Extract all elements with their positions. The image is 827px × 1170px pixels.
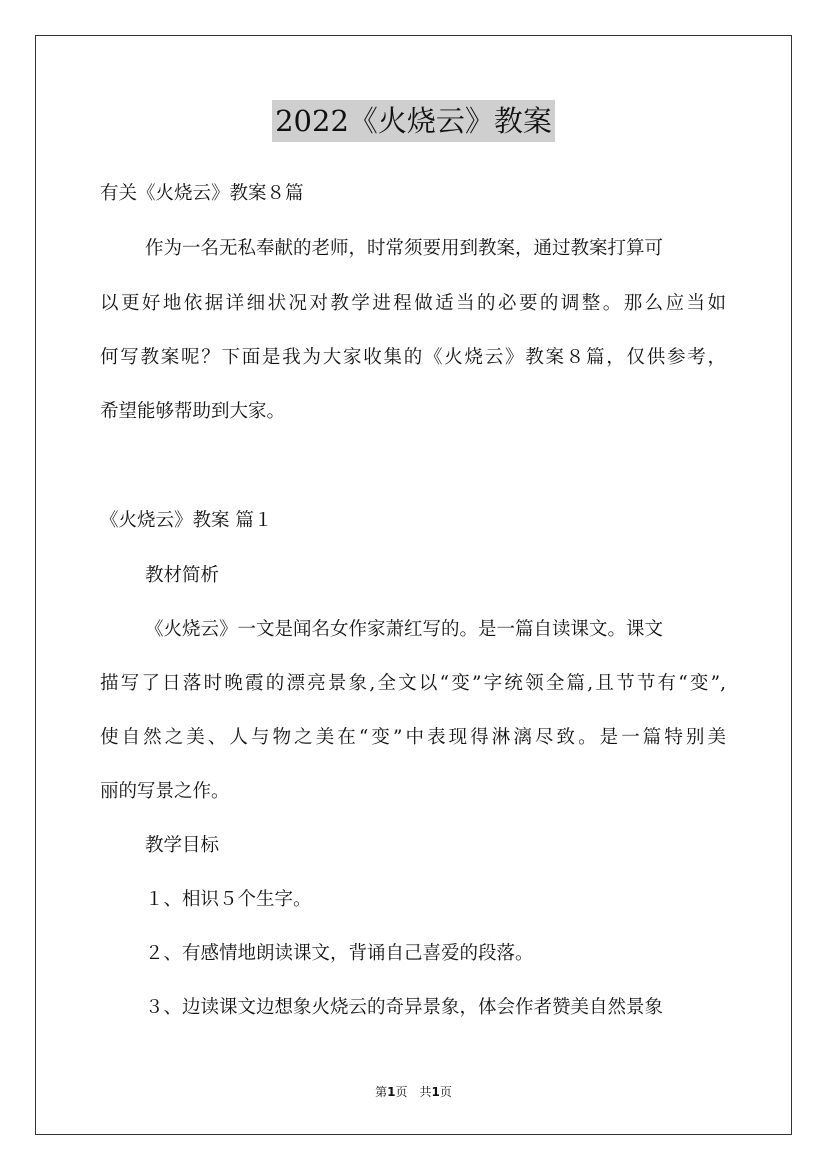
document-subtitle: 有关《火烧云》教案８篇 <box>100 183 304 204</box>
goal-item-1: １、相识５个生字。 <box>145 889 312 910</box>
analysis-line-1: 《火烧云》一文是闻名女作家萧红写的。是一篇自读课文。课文 <box>145 619 664 640</box>
section-heading: 《火烧云》教案 篇１ <box>100 510 273 531</box>
title-container <box>0 100 827 142</box>
goal-item-2: ２、有感情地朗读课文，背诵自己喜爱的段落。 <box>145 943 534 964</box>
analysis-line-4: 丽的写景之作。 <box>100 781 230 802</box>
intro-line-2: 以更好地依据详细状况对教学进程做适当的必要的调整。那么应当如 <box>100 293 726 314</box>
analysis-heading: 教材简析 <box>145 565 220 586</box>
intro-line-4: 希望能够帮助到大家。 <box>100 401 286 422</box>
footer-page-number: 1 <box>387 1085 396 1099</box>
footer-prefix: 第 <box>375 1085 388 1099</box>
analysis-line-3: 使自然之美、人与物之美在“变”中表现得淋漓尽致。是一篇特别美 <box>100 727 726 748</box>
analysis-line-2: 描写了日落时晚霞的漂亮景象,全文以“变”字统领全篇,且节节有“变”, <box>100 673 726 694</box>
document-title: 2022《火烧云》教案 <box>272 100 555 142</box>
footer-middle: 页 共 <box>395 1085 432 1099</box>
goals-heading: 教学目标 <box>145 835 220 856</box>
page-footer <box>0 1083 827 1100</box>
intro-line-3: 何写教案呢？下面是我为大家收集的《火烧云》教案８篇，仅供参考， <box>100 347 726 368</box>
goal-item-3: ３、边读课文边想象火烧云的奇异景象，体会作者赞美自然景象 <box>145 997 664 1018</box>
intro-line-1: 作为一名无私奉献的老师，时常须要用到教案，通过教案打算可 <box>145 238 664 259</box>
footer-suffix: 页 <box>439 1085 452 1099</box>
footer-total-pages: 1 <box>431 1085 440 1099</box>
